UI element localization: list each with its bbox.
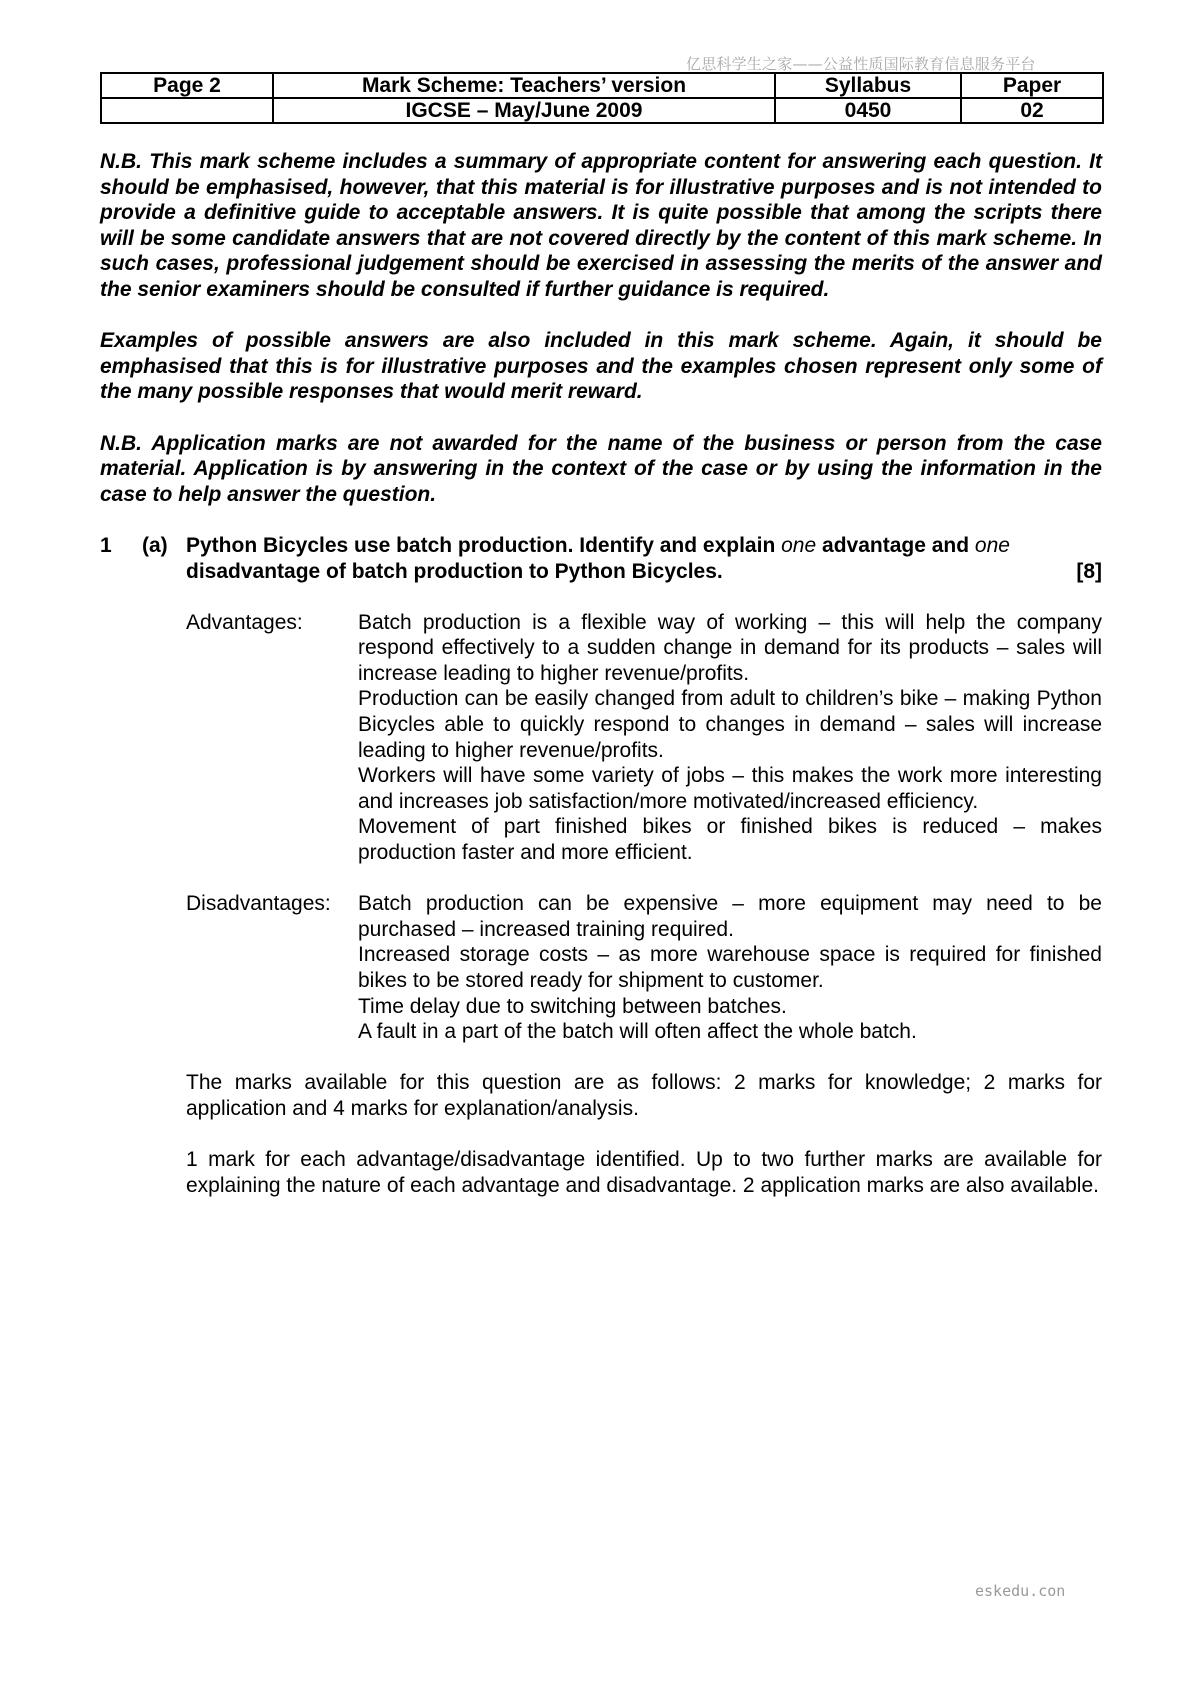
disadvantages-list	[358, 891, 1102, 1045]
question-emphasis: one	[974, 533, 1010, 557]
page-content	[100, 149, 1102, 1224]
header-paper-number: 02	[961, 98, 1103, 123]
advantages-section	[186, 610, 1102, 866]
header-empty-cell	[101, 98, 273, 123]
advantages-label: Advantages:	[186, 610, 303, 634]
disadvantages-label: Disadvantages:	[186, 892, 331, 916]
disadvantage-item: A fault in a part of the batch will often affect the whole batch.	[358, 1020, 917, 1044]
advantage-item: Movement of part finished bikes or finished bikes is reduced – makes production faster and more efficient.	[358, 815, 1102, 865]
question-1a	[100, 533, 1102, 584]
watermark-top: 亿思科学生之家——公益性质国际教育信息服务平台	[686, 55, 1036, 73]
header-syllabus-label: Syllabus	[775, 73, 961, 98]
question-text-c: disadvantage of batch production to Python Bicycles.	[186, 559, 723, 583]
header-title: Mark Scheme: Teachers’ version	[273, 73, 775, 98]
disadvantages-section	[186, 891, 1102, 1045]
note-paragraph: N.B. This mark scheme includes a summary of appropriate content for answering each question. It should be emphasised, however, that this material is for illustrative purposes and is not intended to provide a definitive guide to acceptable answers. It is quite possible that among the scripts there will be some candidate answers that are not covered directly by the content of this mark scheme. In such cases, professional judgement should be exercised in assessing the merits of the answer and the senior examiners should be consulted if further guidance is required.	[100, 150, 1102, 301]
header-table	[100, 72, 1104, 124]
header-row-2	[101, 98, 1103, 123]
note-paragraph: Examples of possible answers are also included in this mark scheme. Again, it should be emphasised that this is for illustrative purposes and the examples chosen represent only some of the many possible responses that would merit reward.	[100, 329, 1102, 404]
advantages-list	[358, 610, 1102, 866]
advantage-item: Workers will have some variety of jobs – this makes the work more interesting and increases job satisfaction/more motivated/increased efficiency.	[358, 764, 1102, 813]
watermark-bottom: eskedu.con	[975, 1582, 1066, 1600]
question-marks: [8]	[1076, 559, 1102, 583]
marking-paragraph: The marks available for this question are as follows: 2 marks for knowledge; 2 marks for application and 4 marks for explanation/analysis.	[186, 1071, 1102, 1120]
question-text-b: advantage and	[822, 533, 970, 557]
header-row-1	[101, 73, 1103, 98]
header-syllabus-code: 0450	[775, 98, 961, 123]
disadvantage-item: Increased storage costs – as more warehouse space is required for finished bikes to be stored ready for shipment to customer.	[358, 943, 1102, 992]
note-paragraph: N.B. Application marks are not awarded for the name of the business or person from the case material. Application is by answering in the context of the case or by using the information in the case to help answer the question.	[100, 431, 1102, 506]
advantage-item: Production can be easily changed from adult to children’s bike – making Python Bicycles able to quickly respond to changes in demand – sales will increase leading to higher revenue/profits.	[358, 687, 1102, 762]
question-emphasis: one	[781, 533, 817, 557]
header-paper-label: Paper	[961, 73, 1103, 98]
header-exam-session: IGCSE – May/June 2009	[273, 98, 775, 123]
question-number: 1	[100, 533, 112, 557]
question-last-line	[186, 559, 1102, 585]
question-text-a: Python Bicycles use batch production. Identify and explain	[186, 533, 776, 557]
header-page: Page 2	[101, 73, 273, 98]
advantage-item: Batch production is a flexible way of working – this will help the company respond effectively to a sudden change in demand for its products – sales will increase leading to higher revenue/profits.	[358, 610, 1102, 685]
question-text	[186, 533, 1102, 584]
question-part: (a)	[142, 533, 168, 557]
marking-paragraph: 1 mark for each advantage/disadvantage identified. Up to two further marks are available for explaining the nature of each advantage and disadvantage. 2 application marks are also available.	[186, 1148, 1102, 1197]
disadvantage-item: Batch production can be expensive – more equipment may need to be purchased – increased training required.	[358, 892, 1102, 941]
disadvantage-item: Time delay due to switching between batches.	[358, 994, 787, 1018]
